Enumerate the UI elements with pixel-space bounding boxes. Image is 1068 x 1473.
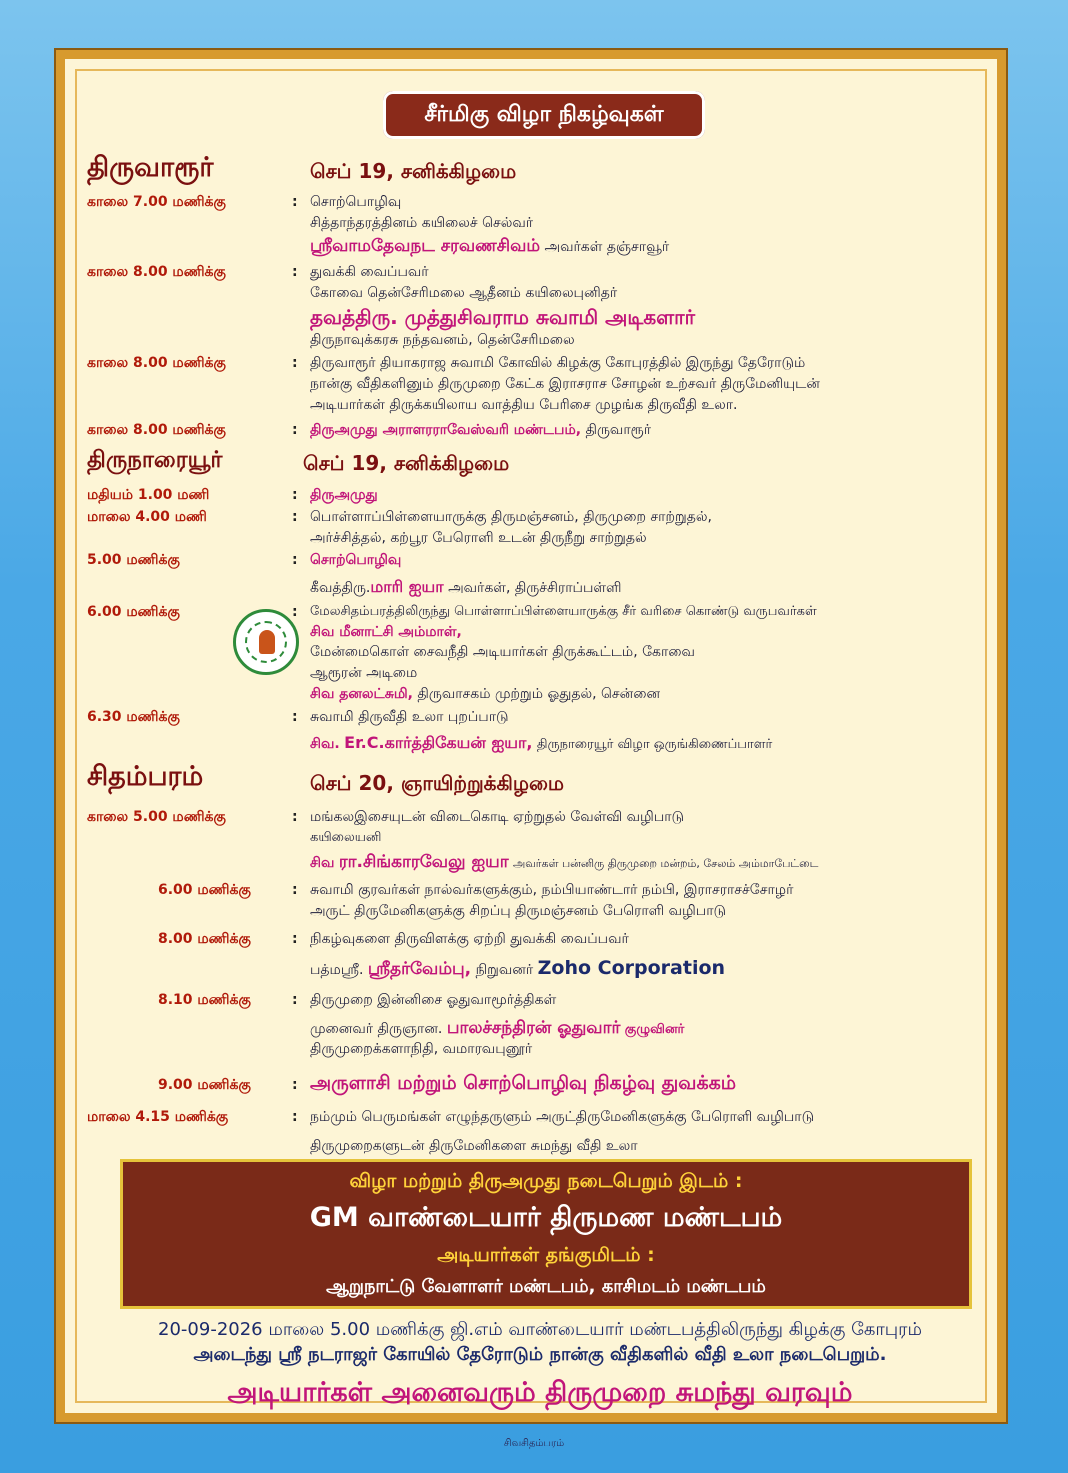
event-line: நிகழ்வுகளை திருவிளக்கு ஏற்றி துவக்கி வைப்பவர் — [310, 931, 629, 947]
speaker-suffix: நிறுவனர் — [475, 962, 534, 978]
colon: : — [292, 1077, 298, 1093]
time-label: மாலை 4.00 மணி — [87, 509, 207, 525]
event-line: திருநாவுக்கரசு நந்தவனம், தென்சேரிமலை — [310, 332, 575, 348]
speaker-name: ஸ்ரீதர்வேம்பு, — [367, 959, 472, 979]
event-line — [310, 552, 401, 570]
event-line: அடியார்கள் திருக்கயிலாய வாத்திய பேரிசை முழங்க திருவீதி உலா. — [310, 397, 738, 413]
event-line: சுவாமி திருவீதி உலா புறப்பாடு — [310, 709, 509, 725]
speaker-suffix: திருநாரையூர் விழா ஒருங்கிணைப்பாளர் — [536, 737, 773, 752]
date-chidambaram: செப் 20, ஞாயிற்றுக்கிழமை — [310, 771, 564, 795]
colon: : — [292, 604, 298, 620]
colon: : — [292, 809, 298, 825]
time-label: காலை 7.00 மணிக்கு — [87, 194, 226, 210]
poster-frame — [56, 50, 1006, 1422]
event-line: அர்ச்சித்தல், கற்பூர பேரொளி உடன் திருநீறு சாற்றுதல் — [310, 530, 647, 546]
event-line: மேன்மைகொள் சைவநீதி அடியார்கள் திருக்கூட்டம், கோவை — [310, 644, 695, 660]
event-line — [310, 733, 772, 754]
time-label: மாலை 4.15 மணிக்கு — [87, 1109, 229, 1125]
event-line — [310, 1018, 684, 1040]
stay-venues: ஆறுநாட்டு வேளாளர் மண்டபம், காசிமடம் மண்டபம் — [326, 1276, 766, 1297]
event-line: சித்தாந்தரத்தினம் கயிலைச் செல்வர் — [310, 215, 534, 231]
event-highlight: சிவ தனலட்சுமி, — [310, 686, 413, 702]
closing-appeal: அடியார்கள் அனைவரும் திருமுறை சுமந்து வரவும் — [227, 1377, 853, 1408]
venue-heading: விழா மற்றும் திருஅமுது நடைபெறும் இடம் : — [349, 1170, 743, 1192]
event-line — [310, 236, 669, 258]
venue-box — [120, 1159, 972, 1309]
footer-mark: சிவசிதம்பரம் — [503, 1438, 565, 1449]
event-suffix: திருவாசகம் முற்றும் ஓதுதல், சென்னை — [417, 686, 661, 702]
time-label: 5.00 மணிக்கு — [87, 552, 180, 568]
procession-note: அடைந்து ஸ்ரீ நடராஜர் கோயில் தேரோடும் நான்கு வீதிகளில் வீதி உலா நடைபெறும். — [193, 1344, 887, 1365]
event-line: திருமுறைக்களாநிதி, வமாரவபுனூர் — [310, 1041, 533, 1057]
speaker-name: ரா.சிங்காரவேலு ஐயா — [338, 852, 509, 872]
event-line: கோவை தென்சேரிமலை ஆதீனம் கயிலைபுனிதர் — [310, 285, 618, 301]
date-thiruvarur: செப் 19, சனிக்கிழமை — [310, 159, 517, 183]
event-line: திருமுறை இன்னிசை ஓதுவாமூர்த்திகள் — [310, 992, 557, 1008]
colon: : — [292, 422, 298, 438]
event-line — [310, 577, 622, 598]
colon: : — [292, 487, 298, 503]
event-line: மங்கலஇசையுடன் விடைகொடி ஏற்றுதல் வேள்வி வழிபாடு — [310, 809, 685, 825]
colon: : — [292, 355, 298, 371]
procession-note: 20-09-2026 மாலை 5.00 மணிக்கு ஜி.எம் வாண்டையார் மண்டபத்திலிருந்து கிழக்கு கோபுரம் — [158, 1319, 922, 1340]
colon: : — [292, 882, 298, 898]
speaker-name: Er.C.கார்த்திகேயன் ஐயா, — [344, 733, 533, 752]
time-label: காலை 8.00 மணிக்கு — [87, 264, 226, 280]
speaker-name: பாலச்சந்திரன் ஓதுவார் — [446, 1018, 621, 1038]
colon: : — [292, 931, 298, 947]
time-label: 8.10 மணிக்கு — [158, 992, 251, 1008]
time-label: காலை 5.00 மணிக்கு — [87, 809, 226, 825]
speaker-prefix: முனைவர் திருஞான. — [310, 1021, 443, 1037]
banner-title: சீர்மிகு விழா நிகழ்வுகள் — [383, 91, 705, 139]
colon: : — [292, 709, 298, 725]
speaker-name: ஸ்ரீவாமதேவநட சரவணசிவம் — [310, 236, 541, 256]
speaker-suffix: குழுவினர் — [624, 1022, 685, 1037]
event-line: கயிலையனி — [310, 830, 382, 845]
time-label: 6.30 மணிக்கு — [87, 709, 180, 725]
speaker-suffix: அவர்கள் பன்னிரு திருமுறை மன்றம், சேலம் அம்மாபேட்டை — [513, 857, 819, 870]
speaker-prefix: சிவ — [310, 855, 335, 871]
event-line: துவக்கி வைப்பவர் — [310, 264, 429, 280]
event-line: மேலசிதம்பரத்திலிருந்து பொள்ளாப்பிள்ளையாருக்கு சீர் வரிசை கொண்டு வருபவர்கள் — [310, 604, 817, 619]
event-line: திருமுறைகளுடன் திருமேனிகளை சுமந்து வீதி உலா — [310, 1138, 638, 1154]
event-line — [310, 422, 651, 440]
speaker-prefix: சிவ. — [310, 736, 340, 752]
event-highlight: திருஅமுது அராளரராவேஸ்வரி மண்டபம், — [310, 422, 582, 438]
colon: : — [292, 992, 298, 1008]
colon: : — [292, 552, 298, 568]
time-label: 9.00 மணிக்கு — [158, 1077, 251, 1093]
time-label: 6.00 மணிக்கு — [158, 882, 251, 898]
venue-name: GM வாண்டையார் திருமண மண்டபம் — [309, 1202, 783, 1233]
time-label: 8.00 மணிக்கு — [158, 931, 251, 947]
city-thirunaraiyur: திருநாரையூர் — [87, 447, 223, 473]
city-chidambaram: சிதம்பரம் — [87, 761, 204, 792]
organization-name: Zoho Corporation — [537, 957, 726, 979]
time-label: காலை 8.00 மணிக்கு — [87, 355, 226, 371]
time-label: மதியம் 1.00 மணி — [87, 487, 210, 503]
event-line: திருவாரூர் தியாகராஜ சுவாமி கோவில் கிழக்கு கோபுரத்தில் இருந்து தேரோடும் — [310, 355, 806, 371]
event-line: பொள்ளாப்பிள்ளையாருக்கு திருமஞ்சனம், திருமுறை சாற்றுதல், — [310, 509, 712, 525]
event-line: நம்மும் பெருமங்கள் எழுந்தருளும் அருட்திருமேனிகளுக்கு பேரொளி வழிபாடு — [310, 1109, 815, 1125]
colon: : — [292, 264, 298, 280]
speaker-prefix: கீவத்திரு. — [310, 580, 371, 596]
event-line: சுவாமி குரவர்கள் நால்வர்களுக்கும், நம்பியாண்டார் நம்பி, இராசராசச்சோழர் — [310, 882, 794, 898]
event-highlight: திருஅமுது — [310, 487, 378, 503]
stay-heading: அடியார்கள் தங்குமிடம் : — [437, 1244, 655, 1266]
speaker-prefix: பத்மஸ்ரீ. — [310, 962, 364, 978]
event-line — [310, 686, 660, 704]
event-highlight: சொற்பொழிவு — [310, 552, 402, 568]
event-line: சொற்பொழிவு — [310, 194, 402, 210]
event-highlight: அருளாசி மற்றும் சொற்பொழிவு நிகழ்வு துவக்கம் — [310, 1072, 737, 1094]
time-label: 6.00 மணிக்கு — [87, 604, 180, 620]
event-line: ஆரூரன் அடிமை — [310, 665, 418, 681]
speaker-suffix: அவர்கள் தஞ்சாவூர் — [544, 239, 670, 255]
event-line — [310, 852, 818, 874]
date-thirunaraiyur: செப் 19, சனிக்கிழமை — [303, 451, 510, 475]
speaker-name: மாரி ஐயா — [370, 577, 444, 596]
event-highlight: சிவ மீனாட்சி அம்மாள், — [310, 624, 462, 640]
organization-seal-icon — [233, 609, 299, 675]
event-suffix: திருவாரூர் — [585, 422, 652, 438]
event-line: அருட் திருமேனிகளுக்கு சிறப்பு திருமஞ்சனம் பேரொளி வழிபாடு — [310, 903, 727, 919]
event-line — [310, 487, 378, 505]
event-line: நான்கு வீதிகளினும் திருமுறை கேட்க இராசராச சோழன் உற்சவர் திருமேனியுடன் — [310, 376, 820, 392]
time-label: காலை 8.00 மணிக்கு — [87, 422, 226, 438]
city-thiruvarur: திருவாரூர் — [87, 152, 214, 183]
speaker-suffix: அவர்கள், திருச்சிராப்பள்ளி — [448, 580, 622, 596]
colon: : — [292, 194, 298, 210]
speaker-name: தவத்திரு. முத்துசிவராம சுவாமி அடிகளார் — [310, 305, 696, 329]
colon: : — [292, 509, 298, 525]
colon: : — [292, 1109, 298, 1125]
event-line — [310, 957, 725, 981]
event-line — [310, 624, 462, 642]
